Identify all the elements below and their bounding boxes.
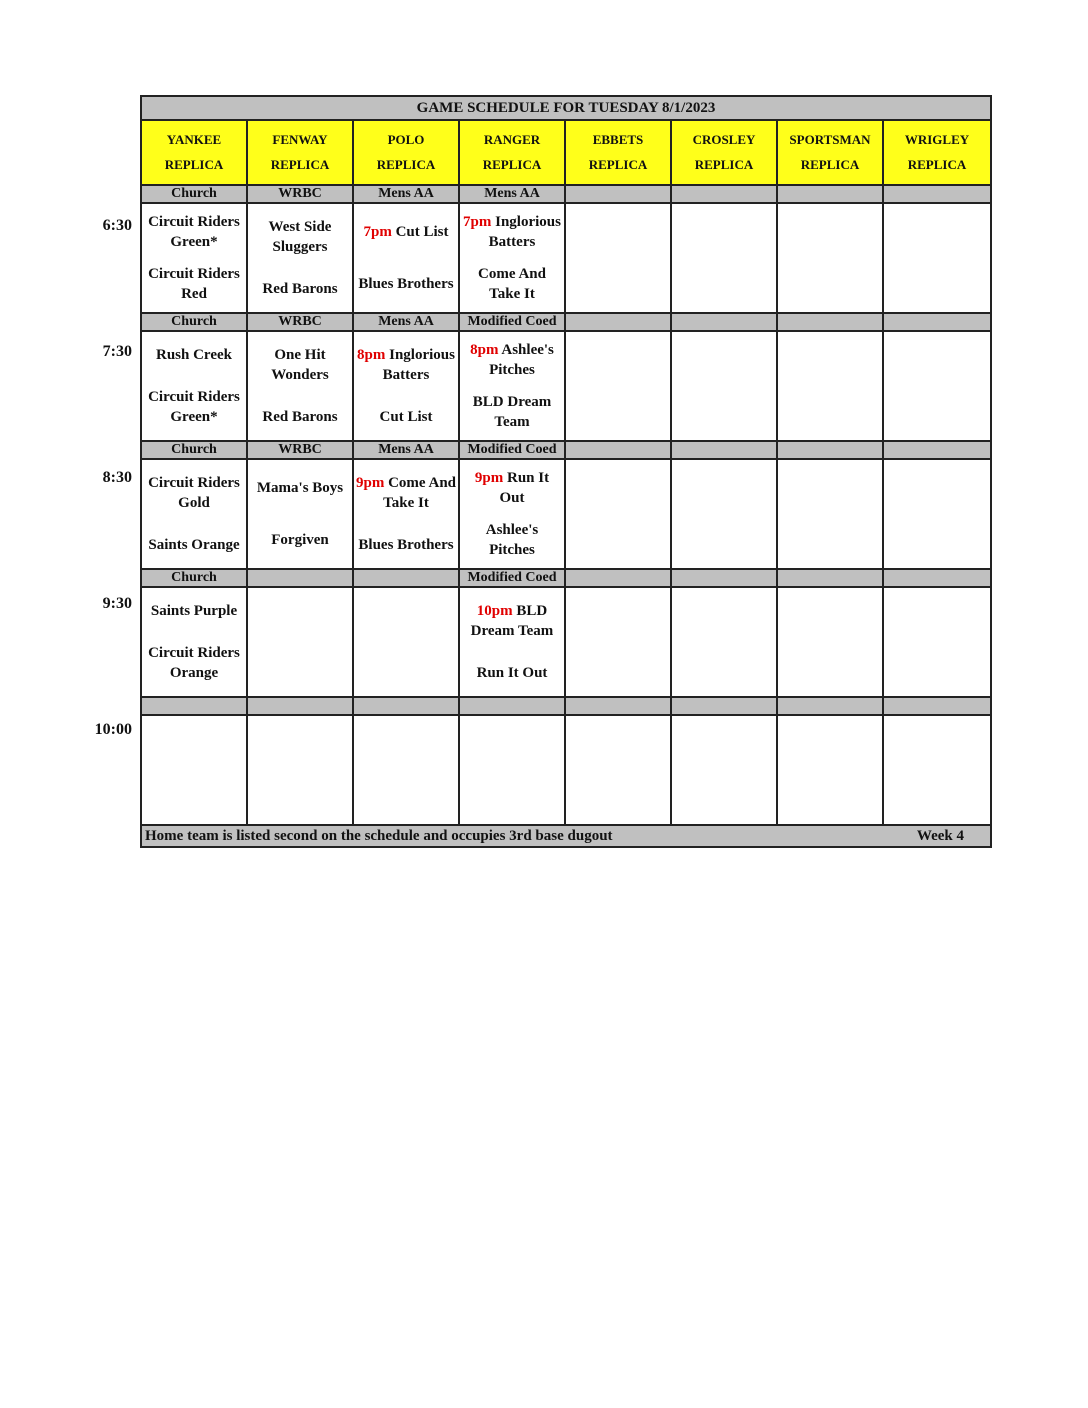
team-name: Come And Take It	[478, 266, 546, 302]
league-label	[566, 696, 672, 716]
team-entry	[461, 520, 563, 560]
team-name: Forgiven	[271, 532, 329, 548]
game-cell	[672, 204, 778, 312]
team-entry	[156, 345, 232, 365]
field-sub: REPLICA	[800, 157, 860, 173]
league-label: Mens AA	[354, 440, 460, 460]
team-entry	[461, 601, 563, 641]
time-slots	[142, 184, 990, 824]
field-sub: REPLICA	[694, 157, 754, 173]
start-time: 9pm	[355, 475, 385, 491]
league-label	[248, 568, 354, 588]
field-header-wrigley	[884, 121, 990, 184]
team-entry	[262, 279, 337, 299]
team-entry	[249, 345, 351, 385]
league-label	[460, 696, 566, 716]
team-entry	[151, 601, 237, 621]
home-team-note: Home team is listed second on the schedule and occupies 3rd base dugout	[145, 828, 613, 844]
league-label	[778, 696, 884, 716]
field-header-yankee	[142, 121, 248, 184]
field-headers	[142, 121, 990, 184]
game-cell	[354, 460, 460, 568]
league-label	[354, 696, 460, 716]
game-cell	[884, 716, 990, 824]
start-time: 9pm	[474, 470, 504, 486]
league-label	[142, 696, 248, 716]
team-name: Red Barons	[262, 409, 338, 425]
games-row	[142, 460, 990, 568]
game-cell	[248, 588, 354, 696]
game-cell	[778, 460, 884, 568]
game-cell	[672, 332, 778, 440]
league-row	[142, 312, 990, 332]
games-row	[142, 332, 990, 440]
field-sub: REPLICA	[907, 157, 967, 173]
schedule-footer	[142, 824, 990, 846]
game-cell	[778, 588, 884, 696]
field-name: WRIGLEY	[904, 131, 970, 147]
team-entry	[262, 407, 337, 427]
game-cell	[248, 460, 354, 568]
league-label	[884, 696, 990, 716]
game-cell	[566, 588, 672, 696]
team-name: Circuit Riders Red	[148, 266, 240, 302]
game-cell	[142, 588, 248, 696]
league-row	[142, 696, 990, 716]
team-name: Circuit Riders Gold	[148, 475, 240, 511]
week-label: Week 4	[916, 828, 964, 844]
schedule-sheet	[140, 95, 992, 848]
game-cell	[778, 716, 884, 824]
league-label	[566, 312, 672, 332]
field-name: FENWAY	[272, 131, 328, 147]
field-sub: REPLICA	[270, 157, 330, 173]
field-name: CROSLEY	[692, 131, 756, 147]
league-label: Mens AA	[354, 312, 460, 332]
team-entry	[355, 345, 457, 385]
team-name: Cut List	[379, 409, 433, 425]
game-cell	[778, 332, 884, 440]
league-label	[778, 312, 884, 332]
games-row	[142, 204, 990, 312]
team-name: Blues Brothers	[358, 537, 454, 553]
field-sub: REPLICA	[164, 157, 224, 173]
team-name: Mama's Boys	[256, 480, 344, 496]
field-header-ebbets	[566, 121, 672, 184]
league-label: Mens AA	[354, 184, 460, 204]
game-cell	[566, 716, 672, 824]
game-cell	[778, 204, 884, 312]
team-name: Come And Take It	[383, 475, 457, 511]
field-name: YANKEE	[166, 131, 222, 147]
game-cell	[566, 332, 672, 440]
league-label: Mens AA	[460, 184, 566, 204]
field-header-ranger	[460, 121, 566, 184]
time-label: 8:30	[102, 469, 132, 486]
league-label: Church	[142, 312, 248, 332]
game-cell	[354, 588, 460, 696]
team-entry	[461, 340, 563, 380]
league-label: Church	[142, 440, 248, 460]
team-entry	[143, 643, 245, 683]
game-cell	[142, 332, 248, 440]
team-name: Ashlee's Pitches	[485, 522, 539, 558]
field-header-fenway	[248, 121, 354, 184]
game-cell	[884, 204, 990, 312]
team-entry	[355, 473, 457, 513]
field-header-polo	[354, 121, 460, 184]
start-time: 10pm	[476, 603, 513, 619]
league-label: Church	[142, 184, 248, 204]
team-name: Rush Creek	[156, 347, 232, 363]
game-cell	[672, 716, 778, 824]
game-cell	[460, 460, 566, 568]
league-label	[672, 568, 778, 588]
team-entry	[461, 392, 563, 432]
team-name: Run It Out	[499, 470, 550, 506]
game-cell	[248, 332, 354, 440]
start-time: 8pm	[357, 347, 386, 363]
team-name: Cut List	[395, 224, 449, 240]
time-label: 10:00	[94, 721, 132, 738]
league-label	[884, 440, 990, 460]
league-label	[778, 568, 884, 588]
time-label: 7:30	[102, 343, 132, 360]
league-label	[672, 312, 778, 332]
games-row	[142, 588, 990, 696]
team-entry	[358, 535, 453, 555]
team-name: BLD Dream Team	[472, 394, 552, 430]
team-entry	[461, 264, 563, 304]
game-cell	[884, 588, 990, 696]
team-name: Inglorious Batters	[488, 214, 561, 250]
game-cell	[248, 716, 354, 824]
game-cell	[354, 332, 460, 440]
field-name: EBBETS	[592, 131, 644, 147]
team-entry	[461, 212, 563, 252]
team-name: Circuit Riders Orange	[148, 645, 240, 681]
league-label: Church	[142, 568, 248, 588]
team-entry	[363, 222, 448, 242]
field-sub: REPLICA	[482, 157, 542, 173]
league-label	[884, 568, 990, 588]
league-label	[778, 184, 884, 204]
game-cell	[142, 716, 248, 824]
time-label: 6:30	[102, 217, 132, 234]
game-cell	[460, 332, 566, 440]
league-row	[142, 184, 990, 204]
team-entry	[380, 407, 433, 427]
start-time: 7pm	[463, 214, 492, 230]
time-label: 9:30	[102, 595, 132, 612]
team-name: Inglorious Batters	[382, 347, 455, 383]
schedule-title: GAME SCHEDULE FOR TUESDAY 8/1/2023	[142, 97, 990, 121]
team-entry	[148, 535, 239, 555]
league-row	[142, 440, 990, 460]
team-entry	[143, 387, 245, 427]
team-entry	[461, 468, 563, 508]
team-name: West Side Sluggers	[268, 219, 332, 255]
league-label	[566, 184, 672, 204]
game-cell	[142, 204, 248, 312]
team-name: Run It Out	[476, 665, 548, 681]
game-cell	[566, 204, 672, 312]
team-name: Saints Purple	[150, 603, 238, 619]
game-cell	[248, 204, 354, 312]
team-name: Saints Orange	[148, 537, 240, 553]
league-label: WRBC	[248, 184, 354, 204]
game-cell	[566, 460, 672, 568]
league-label	[884, 312, 990, 332]
team-name: Red Barons	[262, 281, 338, 297]
team-name: Circuit Riders Green*	[148, 214, 240, 250]
start-time: 7pm	[363, 224, 392, 240]
league-label: WRBC	[248, 312, 354, 332]
league-row	[142, 568, 990, 588]
league-label	[778, 440, 884, 460]
field-header-crosley	[672, 121, 778, 184]
team-entry	[257, 478, 343, 498]
team-name: Blues Brothers	[358, 276, 454, 292]
team-entry	[477, 663, 548, 683]
league-label	[248, 696, 354, 716]
field-name: POLO	[387, 131, 425, 147]
game-cell	[142, 460, 248, 568]
game-cell	[884, 460, 990, 568]
game-cell	[460, 204, 566, 312]
game-cell	[884, 332, 990, 440]
field-sub: REPLICA	[588, 157, 648, 173]
field-name: SPORTSMAN	[789, 131, 871, 147]
league-label: Modified Coed	[460, 312, 566, 332]
team-name: One Hit Wonders	[271, 347, 329, 383]
team-name: BLD Dream Team	[470, 603, 554, 639]
field-header-sportsman	[778, 121, 884, 184]
field-name: RANGER	[483, 131, 541, 147]
team-entry	[143, 264, 245, 304]
team-name: Circuit Riders Green*	[148, 389, 240, 425]
league-label: Modified Coed	[460, 568, 566, 588]
game-cell	[354, 716, 460, 824]
league-label	[884, 184, 990, 204]
league-label: WRBC	[248, 440, 354, 460]
team-entry	[143, 212, 245, 252]
game-cell	[354, 204, 460, 312]
league-label	[672, 440, 778, 460]
league-label: Modified Coed	[460, 440, 566, 460]
league-label	[354, 568, 460, 588]
team-entry	[271, 530, 329, 550]
team-entry	[358, 274, 453, 294]
games-row	[142, 716, 990, 824]
team-entry	[143, 473, 245, 513]
league-label	[672, 696, 778, 716]
team-name: Ashlee's Pitches	[489, 342, 554, 378]
start-time: 8pm	[470, 342, 499, 358]
game-cell	[460, 716, 566, 824]
game-cell	[672, 460, 778, 568]
game-cell	[460, 588, 566, 696]
field-sub: REPLICA	[376, 157, 436, 173]
league-label	[566, 568, 672, 588]
team-entry	[249, 217, 351, 257]
game-cell	[672, 588, 778, 696]
league-label	[566, 440, 672, 460]
league-label	[672, 184, 778, 204]
